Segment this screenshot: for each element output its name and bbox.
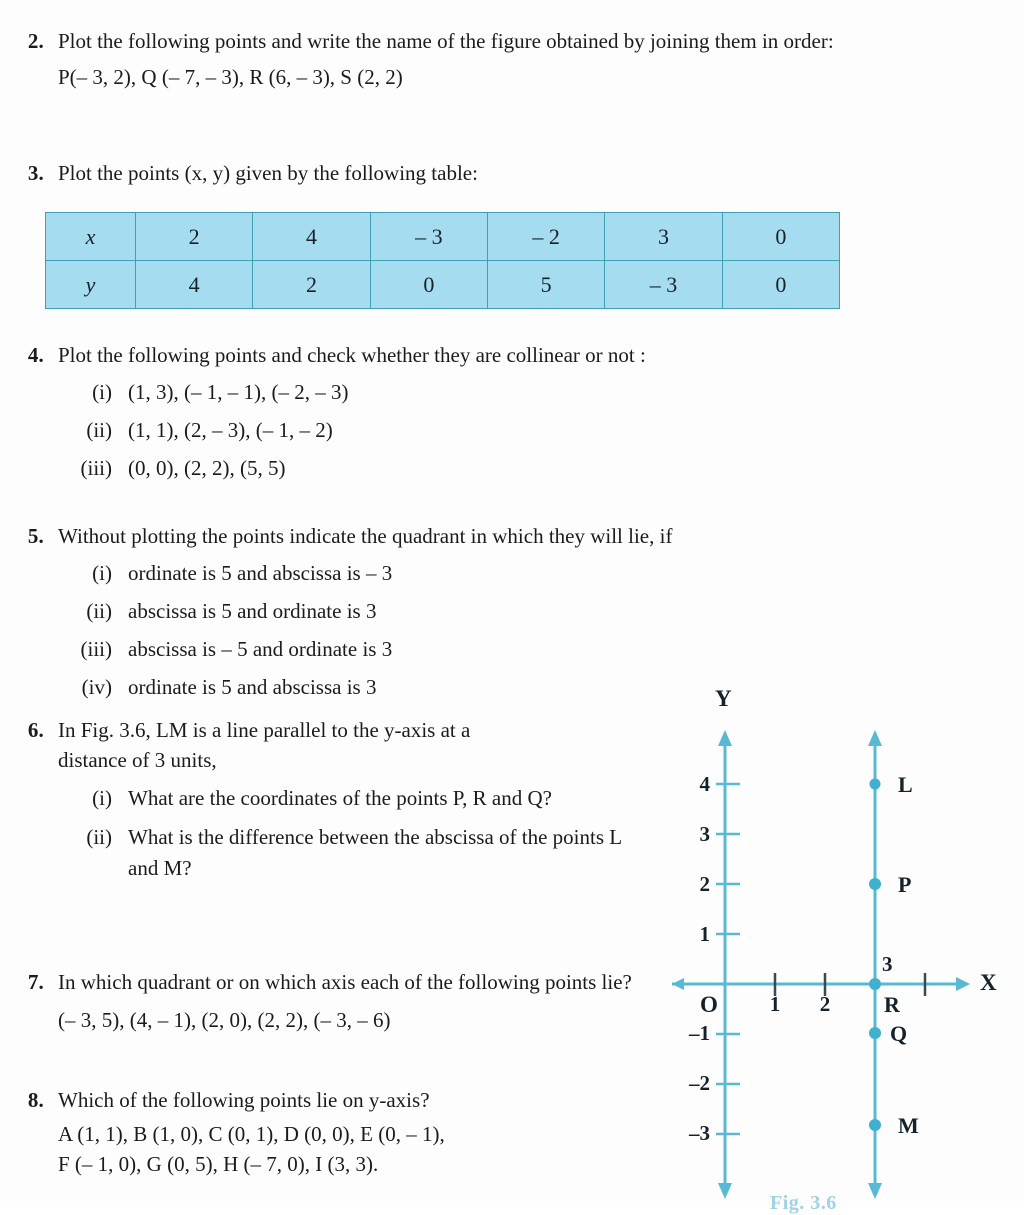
question-8-line-3: F (– 1, 0), G (0, 5), H (– 7, 0), I (3, 3). — [58, 1152, 379, 1176]
sub-text: ordinate is 5 and abscissa is – 3 — [128, 561, 393, 585]
question-5-number: 5. — [27, 524, 44, 548]
x-tick-label-2: 2 — [819, 992, 831, 1016]
sub-label: (iii) — [80, 637, 112, 661]
figure-caption: Fig. 3.6 — [770, 1192, 837, 1214]
question-5-sub-ii — [58, 596, 958, 627]
y-axis-label: Y — [715, 686, 732, 711]
question-4-sub-iii — [58, 453, 958, 484]
question-5-sub-iii — [58, 634, 958, 665]
sub-label: (iii) — [80, 456, 112, 480]
question-4-line-1: Plot the following points and check whether they are collinear or not : — [58, 343, 646, 367]
question-4 — [10, 340, 970, 484]
question-6-number: 6. — [27, 718, 44, 742]
table-cell: 0 — [370, 261, 487, 309]
sub-text: What are the coordinates of the points P, R and Q? — [128, 786, 552, 810]
question-5 — [10, 521, 970, 703]
sub-text: abscissa is – 5 and ordinate is 3 — [128, 637, 393, 661]
question-8-body — [58, 1085, 643, 1179]
question-5-line-1: Without plotting the points indicate the quadrant in which they will lie, if — [58, 524, 673, 548]
question-2 — [10, 26, 970, 92]
point-marker-R — [869, 978, 881, 990]
point-marker-Q — [869, 1027, 881, 1039]
question-6-sub-i — [58, 783, 643, 814]
question-2-line-1: Plot the following points and write the name of the figure obtained by joining them in order: — [58, 29, 834, 53]
y-tick-label-4: 4 — [699, 772, 710, 796]
y-tick-label-neg1: –1 — [689, 1021, 710, 1045]
table-cell: 2 — [253, 261, 370, 309]
y-tick-label-1: 1 — [699, 922, 710, 946]
table-cell: – 2 — [487, 213, 604, 261]
question-3 — [10, 158, 970, 188]
sub-label: (ii) — [86, 825, 112, 849]
question-2-number: 2. — [27, 29, 44, 53]
sub-label: (i) — [92, 380, 112, 404]
table-row — [46, 261, 840, 309]
question-7-number: 7. — [27, 970, 44, 994]
point-label-M: M — [898, 1113, 919, 1138]
question-5-body — [58, 521, 958, 703]
origin-label: O — [700, 992, 718, 1017]
question-3-body — [58, 158, 958, 188]
line-LM-down-arrow-icon — [868, 1183, 882, 1199]
sub-label: (i) — [92, 786, 112, 810]
sub-label: (ii) — [86, 418, 112, 442]
sub-text: (0, 0), (2, 2), (5, 5) — [128, 456, 286, 480]
point-marker-P — [869, 878, 881, 890]
question-7-line-1: In which quadrant or on which axis each of the following points lie? — [58, 970, 632, 994]
sub-label: (ii) — [86, 599, 112, 623]
question-7-body — [58, 967, 643, 1035]
table-cell: 2 — [136, 213, 253, 261]
sub-text: (1, 1), (2, – 3), (– 1, – 2) — [128, 418, 333, 442]
coordinate-plane-figure — [630, 680, 1024, 1207]
y-axis-up-arrow-icon — [718, 730, 732, 746]
question-5-sub-i — [58, 558, 958, 589]
table-cell: 4 — [253, 213, 370, 261]
question-4-number: 4. — [27, 343, 44, 367]
x-axis-right-arrow-icon — [956, 977, 970, 991]
y-tick-label-neg2: –2 — [689, 1071, 710, 1095]
question-2-line-2: P(– 3, 2), Q (– 7, – 3), R (6, – 3), S (2, 2) — [58, 65, 403, 89]
table-cell: 0 — [722, 213, 839, 261]
question-4-sub-ii — [58, 415, 958, 446]
question-6-body — [58, 715, 643, 884]
question-2-body — [58, 26, 958, 92]
sub-text: ordinate is 5 and abscissa is 3 — [128, 675, 377, 699]
point-label-Q: Q — [890, 1021, 908, 1046]
question-4-sub-i — [58, 377, 958, 408]
y-tick-label-3: 3 — [699, 822, 710, 846]
table-row-head-y: y — [46, 261, 136, 309]
sub-text: (1, 3), (– 1, – 1), (– 2, – 3) — [128, 380, 349, 404]
table-row — [46, 213, 840, 261]
table-cell: 5 — [487, 261, 604, 309]
line-LM-distance-label: 3 — [882, 952, 893, 976]
question-6-sub-ii — [58, 822, 643, 884]
points-table-wrapper — [45, 212, 840, 303]
question-8-line-2: A (1, 1), B (1, 0), C (0, 1), D (0, 0), E (0, – 1), — [58, 1122, 445, 1146]
x-axis-left-arrow-icon — [672, 978, 684, 990]
point-label-R: R — [884, 992, 900, 1017]
line-LM-up-arrow-icon — [868, 730, 882, 746]
point-marker-M — [869, 1119, 881, 1131]
point-marker-L — [870, 779, 881, 790]
question-7 — [10, 967, 650, 1035]
question-7-line-2: (– 3, 5), (4, – 1), (2, 0), (2, 2), (– 3, – 6) — [58, 1008, 391, 1032]
table-row-head-x: x — [46, 213, 136, 261]
table-cell: – 3 — [605, 261, 722, 309]
question-6-line-2: distance of 3 units, — [58, 748, 217, 772]
table-cell: 4 — [136, 261, 253, 309]
sub-label: (i) — [92, 561, 112, 585]
x-tick-label-1: 1 — [769, 992, 781, 1016]
sub-label: (iv) — [81, 675, 112, 699]
question-8-line-1: Which of the following points lie on y-axis? — [58, 1088, 430, 1112]
y-tick-label-neg3: –3 — [689, 1121, 710, 1145]
question-6 — [10, 715, 650, 884]
question-6-line-1: In Fig. 3.6, LM is a line parallel to the y-axis at a — [58, 718, 471, 742]
table-cell: 3 — [605, 213, 722, 261]
question-8-number: 8. — [27, 1088, 44, 1112]
question-3-number: 3. — [27, 161, 44, 185]
y-axis-ticks — [716, 784, 740, 1134]
question-3-line-1: Plot the points (x, y) given by the following table: — [58, 161, 478, 185]
sub-text: What is the difference between the abscissa of the points L and M? — [128, 825, 622, 880]
sub-text: abscissa is 5 and ordinate is 3 — [128, 599, 377, 623]
y-axis-down-arrow-icon — [718, 1183, 732, 1199]
table-cell: 0 — [722, 261, 839, 309]
y-tick-label-2: 2 — [699, 872, 710, 896]
points-table — [45, 212, 840, 309]
point-label-P: P — [898, 872, 912, 897]
question-4-body — [58, 340, 958, 484]
point-label-L: L — [898, 772, 913, 797]
x-axis-label: X — [980, 970, 997, 995]
question-8 — [10, 1085, 650, 1179]
table-cell: – 3 — [370, 213, 487, 261]
